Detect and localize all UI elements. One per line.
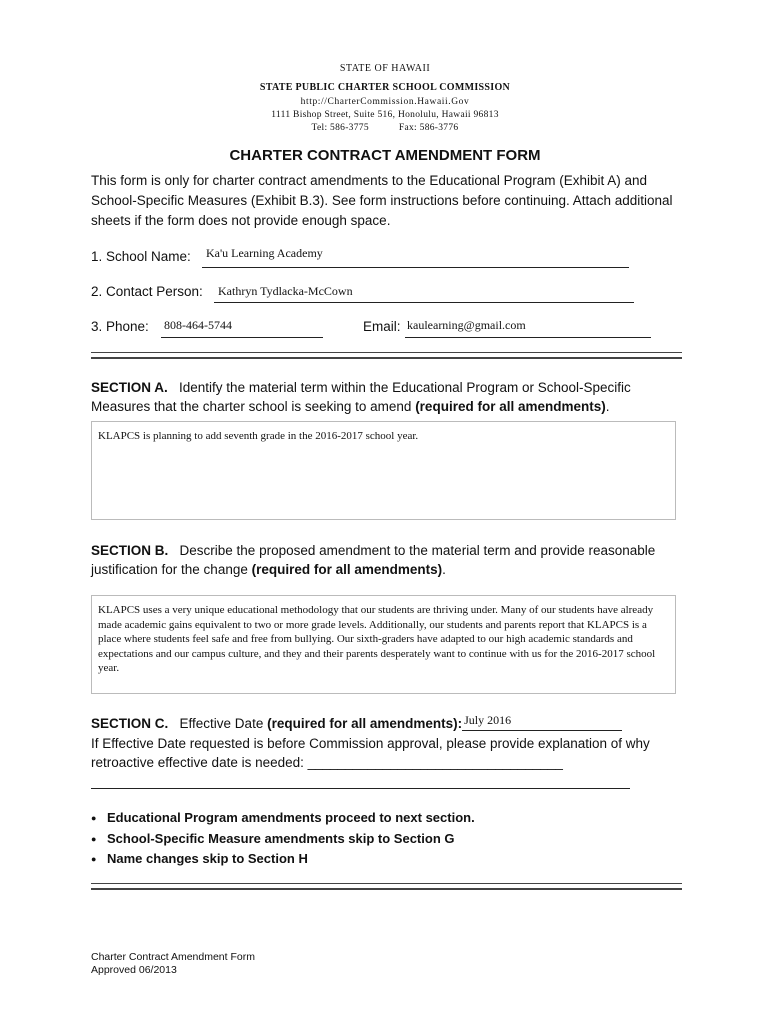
section-a-text (91, 378, 691, 416)
section-c-description: Effective Date (179, 716, 264, 731)
letterhead-state: STATE OF HAWAII (339, 63, 431, 74)
section-c-text (91, 714, 691, 733)
section-a-answer: KLAPCS is planning to add seventh grade in the 2016-2017 school year. (98, 430, 419, 442)
email-label: Email: (363, 319, 401, 334)
contact-person-value: Kathryn Tydlacka-McCown (218, 284, 353, 298)
section-c-explanation-line[interactable] (91, 788, 630, 789)
section-a-description: Identify the material term within the Educational Program or School-Specific Measures that the charter school is seeking to amend (91, 380, 631, 414)
school-name-row (91, 246, 631, 269)
letterhead-address: 1111 Bishop Street, Suite 516, Honolulu, Hawaii 96813 (271, 110, 499, 120)
email-field[interactable] (405, 319, 651, 338)
section-c-heading: SECTION C. (91, 716, 169, 731)
section-b-answer-box[interactable] (91, 595, 676, 694)
phone-value: 808-464-5744 (164, 318, 232, 332)
section-c-required: (required for all amendments): (267, 716, 463, 731)
section-c-line2: If Effective Date requested is before Commission approval, please provide explanation of why (91, 736, 650, 751)
section-b-required: (required for all amendments) (251, 562, 443, 577)
section-b-end: . (442, 562, 446, 577)
school-name-field[interactable] (202, 246, 629, 268)
letterhead-phone-fax (0, 123, 770, 133)
section-a-end: . (605, 399, 610, 414)
letterhead-fax: Fax: 586-3776 (398, 123, 459, 133)
footer-form-name: Charter Contract Amendment Form (91, 951, 255, 963)
intro-paragraph: This form is only for charter contract amendments to the Educational Program (Exhibit A) and School-Specific Measures (Exhibit B.3). See form instructions before continuing. Attach additional sheets if the form does not provide enough space. (91, 173, 673, 228)
section-b-heading: SECTION B. (91, 543, 169, 558)
divider-top (91, 352, 682, 359)
section-a-heading: SECTION A. (91, 380, 168, 395)
school-name-value: Ka'u Learning Academy (206, 246, 323, 260)
section-b-description: Describe the proposed amendment to the material term and provide reasonable justification for the change (91, 543, 656, 577)
section-a-answer-box[interactable] (91, 421, 676, 520)
contact-person-label: 2. Contact Person: (91, 284, 203, 299)
email-value: kaulearning@gmail.com (407, 318, 526, 332)
contact-person-row (91, 284, 636, 304)
bullet-text: Educational Program amendments proceed to next section. (107, 810, 475, 825)
bullet-text: Name changes skip to Section H (107, 851, 308, 866)
letterhead-tel: Tel: 586-3775 (311, 123, 369, 133)
phone-email-row (91, 319, 656, 339)
bullet-text: School-Specific Measure amendments skip to Section G (107, 830, 455, 846)
section-c-line3: retroactive effective date is needed: __________________________________ (91, 755, 563, 770)
bullet-name-changes (91, 849, 475, 870)
section-a-required: (required for all amendments) (415, 399, 606, 414)
phone-field[interactable] (161, 319, 323, 338)
form-title: CHARTER CONTRACT AMENDMENT FORM (229, 147, 541, 164)
footer (91, 951, 255, 977)
routing-instructions (91, 808, 475, 870)
letterhead-commission: STATE PUBLIC CHARTER SCHOOL COMMISSION (259, 82, 511, 93)
letterhead-website: http://CharterCommission.Hawaii.Gov (300, 97, 470, 107)
effective-date-field[interactable] (462, 715, 622, 731)
section-b-text (91, 541, 691, 579)
bullet-educational-program (91, 808, 475, 829)
effective-date-value: July 2016 (464, 713, 512, 727)
divider-bottom (91, 883, 682, 890)
contact-person-field[interactable] (214, 284, 634, 303)
bullet-school-specific (91, 829, 475, 850)
school-name-label: 1. School Name: (91, 249, 191, 264)
section-b-answer: KLAPCS uses a very unique educational methodology that our students are thriving under. Many of our students have already made academic gains equivalent to two or more grade levels. Additionally, our students and parents report that KLAPCS is a place where students feel safe and free from bullying. Our sixth-graders have adapted to our high academic standards and expectations and our campus culture, and they and their parents desperately want to continue with us for the 2016-2017 school year. (98, 604, 656, 675)
footer-approved-date: Approved 06/2013 (91, 964, 177, 976)
phone-label: 3. Phone: (91, 319, 149, 334)
